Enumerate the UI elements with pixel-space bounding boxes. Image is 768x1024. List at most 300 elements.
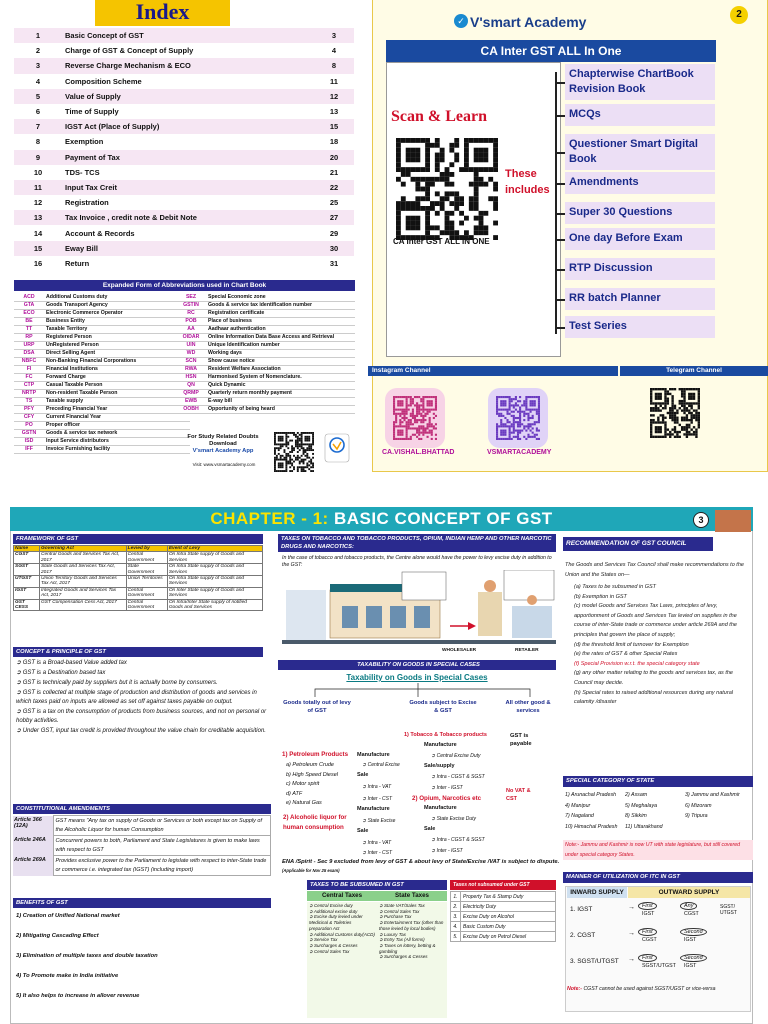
abbreviation-key: FI	[14, 366, 44, 374]
vsmart-app-logo-icon	[324, 433, 350, 463]
abbreviation-key: TT	[14, 326, 44, 334]
abbreviation-key: URP	[14, 342, 44, 350]
index-row[interactable]	[14, 150, 354, 165]
article-number: Article 269A	[13, 856, 53, 876]
itc-arrow: →	[628, 930, 635, 937]
tax-text: Entry Tax (All forms)	[384, 937, 425, 943]
gst-payable-label: GST is payable	[510, 733, 532, 747]
framework-row	[14, 552, 263, 564]
abbreviation-key: DSA	[14, 350, 44, 358]
abbreviation-meaning: Show cause notice	[206, 358, 355, 366]
index-row[interactable]	[14, 165, 354, 180]
abbreviation-table-left	[14, 294, 190, 454]
index-topic: Exemption	[65, 137, 104, 147]
includes-item[interactable]: Questioner Smart Digital Book	[565, 134, 715, 170]
framework-cell: On Intra State supply of Goods and Services	[167, 576, 262, 588]
chapter-number: CHAPTER - 1:	[210, 509, 329, 528]
framework-cell: On Intra/Inter State supply of notified Goods and Services	[167, 599, 262, 611]
concept-point	[16, 679, 270, 688]
framework-cell: IGST	[14, 587, 40, 599]
wholesaler-label: WHOLESALER	[442, 648, 477, 653]
other-goods-title: All other good & services	[505, 700, 551, 714]
opium-sale: Sale	[424, 826, 436, 832]
special-state: 7) Nagaland	[565, 813, 594, 819]
abbreviation-key: ACD	[14, 294, 44, 302]
index-page: 31	[329, 258, 339, 268]
framework-cell: Integrated Goods and Services Tax Act, 2017	[40, 587, 127, 599]
no-vat-cst-label: No VAT & CST	[506, 788, 531, 802]
index-row[interactable]	[14, 28, 354, 43]
index-number: 11	[34, 182, 42, 192]
abbreviation-row	[176, 374, 355, 382]
abbreviation-row	[14, 390, 190, 398]
alcohol-state-excise-text: State Excise	[367, 818, 396, 824]
abbreviation-key: BE	[14, 318, 44, 326]
not-subsumed-number: 1.	[451, 892, 461, 902]
not-subsumed-text: Basic Custom Duty	[461, 922, 556, 932]
abbreviation-meaning: Casual Taxable Person	[44, 382, 190, 390]
itc-second-label: Second	[680, 928, 707, 936]
itc-note	[567, 985, 749, 994]
tax-item	[309, 949, 375, 955]
benefit-item: 3) Elimination of multiple taxes and double taxation	[16, 953, 158, 959]
tax-item	[379, 954, 445, 960]
index-page: 13	[329, 107, 339, 117]
abbreviation-meaning: Registration certificate	[206, 310, 355, 318]
concept-text: GST is collected at multiple stage of production and distribution of goods and services in which taxes paid on inputs are allowed as set off against taxes payable on output.	[16, 690, 257, 705]
tax-text: Service Tax	[314, 937, 338, 943]
instagram-handle-2[interactable]: VSMARTACADEMY	[487, 449, 552, 456]
framework-cell: State Government	[126, 564, 167, 576]
council-item: (c) model Goods and Services Tax Laws, principles of levy, apportionment of Goods and Services Tax levied on supplies in the course of inter-State trade or commerce under article 269A and the principles that govern the place of supply;	[574, 603, 737, 638]
framework-row	[14, 564, 263, 576]
abbreviation-meaning: Non-resident Taxable Person	[44, 390, 190, 398]
benefit-item: 4) To Promote make in India initiative	[16, 973, 119, 979]
itc-arrow: →	[628, 904, 635, 911]
concept-text: GST is a Broad-based Value added tax	[22, 660, 127, 666]
index-row[interactable]	[14, 104, 354, 119]
tobacco-manufacture: Manufacture	[424, 742, 457, 748]
tobacco-intra: ➲ Intra - CGST & SGST	[431, 774, 485, 780]
abbreviation-key: RWA	[176, 366, 206, 374]
index-row[interactable]	[14, 134, 354, 149]
framework-row	[14, 587, 263, 599]
special-state-note-text: Note:- Jammu and Kashmir is now UT with state legislature, but still covered under special category States.	[565, 842, 741, 858]
special-state-note	[563, 840, 753, 860]
not-subsumed-number: 2.	[451, 902, 461, 912]
framework-column-header: Event of Levy	[167, 546, 262, 552]
index-topic: Eway Bill	[65, 243, 98, 253]
tax-text: Purchase Tax	[384, 914, 412, 920]
special-state: 8) Sikkim	[625, 813, 647, 819]
petro-manufacture: Manufacture	[357, 752, 390, 758]
abbreviation-meaning: UnRegistered Person	[44, 342, 190, 350]
includes-tick	[555, 269, 565, 271]
index-row[interactable]	[14, 58, 354, 73]
index-topic: Composition Scheme	[65, 76, 142, 86]
includes-item[interactable]: RTP Discussion	[565, 258, 715, 280]
study-doubts-text	[178, 434, 268, 455]
index-topic: IGST Act (Place of Supply)	[65, 122, 160, 132]
abbreviation-key: AA	[176, 326, 206, 334]
constitutional-row	[13, 816, 271, 836]
itc-arrow: →	[628, 956, 635, 963]
abbreviation-row	[176, 318, 355, 326]
index-topic: Account & Records	[65, 228, 135, 238]
arrow-icon: ➲	[309, 903, 315, 908]
index-page: 30	[329, 243, 339, 253]
index-number: 7	[35, 122, 41, 132]
abbreviation-heading: Expanded Form of Abbreviations used in Chart Book	[14, 280, 355, 291]
abbreviation-key: PO	[14, 422, 44, 430]
alcohol-intra-vat: ➲ Intra - VAT	[362, 840, 392, 846]
arrow-icon: ➲	[16, 690, 23, 697]
framework-cell: On Intra State supply of Goods and Services	[167, 564, 262, 576]
abbreviation-row	[14, 302, 190, 310]
visit-website-text[interactable]: Visit: www.vsmartacademy.com	[192, 462, 256, 467]
vsmart-logo-text: V'smart Academy	[470, 14, 587, 30]
state-taxes-heading: State Taxes	[377, 891, 447, 901]
index-topic: Value of Supply	[65, 91, 121, 101]
not-subsumed-number: 4.	[451, 922, 461, 932]
excise-gst-title: Goods subject to Excise & GST	[409, 700, 477, 714]
includes-item[interactable]: MCQs	[565, 104, 715, 126]
these-includes-label	[505, 166, 550, 198]
page-number-badge: 2	[730, 6, 748, 24]
index-number: 16	[33, 258, 43, 268]
abbreviation-meaning: Direct Selling Agent	[44, 350, 190, 358]
includes-tick	[555, 152, 565, 154]
concept-point	[16, 689, 270, 706]
itc-second-label: Any	[680, 902, 697, 910]
abbreviation-row	[176, 366, 355, 374]
not-subsumed-text: Property Tax & Stamp Duty	[461, 892, 556, 902]
index-row[interactable]	[14, 119, 354, 134]
index-topic: Input Tax Creit	[65, 182, 117, 192]
abbreviation-key: IFF	[14, 446, 44, 454]
itc-third-target: SGST/ UTGST	[720, 904, 737, 916]
index-page: 11	[330, 76, 338, 86]
tobacco-central-excise: ➲ Central Excise Duty	[431, 753, 481, 759]
includes-item[interactable]: Test Series	[565, 316, 715, 338]
special-cases-connector	[280, 683, 556, 703]
includes-tick	[555, 183, 565, 185]
abbreviation-row	[14, 358, 190, 366]
abbreviation-row	[176, 334, 355, 342]
these-word: These	[505, 168, 537, 180]
abbreviation-row	[176, 390, 355, 398]
framework-cell: Central Government	[126, 552, 167, 564]
abbreviation-row	[176, 342, 355, 350]
study-line-1: For Study Related Doubts	[187, 434, 259, 440]
framework-cell: Central Goods and Services Tax Act, 2017	[40, 552, 127, 564]
abbreviation-key: POB	[176, 318, 206, 326]
alcohol-heading: 2) Alcoholic liquor for human consumption	[283, 814, 347, 831]
abbreviation-key: GSTIN	[176, 302, 206, 310]
article-text: Provides exclusive power to the Parliament to legislate with respect to inter-State trade or commerce i.e. integrated tax (IGST) (including import)	[53, 856, 271, 876]
arrow-icon: ➲	[379, 931, 385, 937]
abbreviation-row	[14, 438, 190, 446]
instagram-handle-1[interactable]: CA.VISHAL.BHATTAD	[382, 449, 455, 456]
petro-intra-vat-text: Intra - VAT	[367, 784, 392, 790]
includes-tick	[555, 82, 565, 84]
abbreviation-key: OIDAR	[176, 334, 206, 342]
not-subsumed-row	[451, 932, 556, 942]
app-qr-code[interactable]	[274, 432, 318, 472]
framework-column-header: Governing Act	[40, 546, 127, 552]
index-page: 15	[329, 122, 339, 132]
framework-cell: GST Compensation Cess Act, 2017	[40, 599, 127, 611]
abbreviation-meaning: Quick Dynamic	[206, 382, 355, 390]
concept-text: Under GST, input tax credit is provided throughout the value chain for creditable acquisition.	[22, 727, 266, 734]
vsmart-logo-icon: ✓	[454, 14, 468, 28]
framework-heading: FRAMEWORK OF GST	[13, 534, 263, 544]
abbreviation-key: SEZ	[176, 294, 206, 302]
tax-item	[379, 920, 445, 931]
abbreviation-meaning: Non-Banking Financial Corporations	[44, 358, 190, 366]
not-subsumed-number: 3.	[451, 912, 461, 922]
itc-first-label: First	[638, 928, 657, 936]
index-title: Index	[95, 0, 230, 26]
council-item: (f) Special Provision w.r.t. the special category state	[574, 660, 700, 667]
abbreviation-meaning: Taxable Territory	[44, 326, 190, 334]
not-subsumed-text: Electricity Duty	[461, 902, 556, 912]
framework-cell: State Goods and Services Tax Act, 2017	[40, 564, 127, 576]
index-page: 4	[331, 46, 337, 56]
itc-note-text: CGST cannot be used against SGST/UGST or vice-versa	[583, 986, 716, 992]
abbreviation-row	[14, 382, 190, 390]
ena-text: ENA /Spirit - Sec 9 excluded from levy of GST & about levy of State/Excise /VAT is subject to dispute.	[282, 859, 560, 865]
tobacco-sale-supply: Sale/supply	[424, 763, 455, 769]
abbreviation-meaning: Preceding Financial Year	[44, 406, 190, 414]
petro-intra-vat: ➲ Intra - VAT	[362, 784, 392, 790]
includes-item[interactable]: Chapterwise ChartBook Revision Book	[565, 64, 715, 100]
abbreviation-meaning: Opportunity of being heard	[206, 406, 355, 414]
council-item: (b) Exemption in GST	[574, 593, 627, 600]
index-table	[14, 28, 354, 271]
arrow-icon: ➲	[16, 670, 23, 677]
tax-text: Surcharges & Cesses	[314, 942, 358, 948]
study-line-3: V'smart Academy App	[192, 448, 254, 454]
not-subsumed-heading: Taxes not subsumed under GST	[450, 880, 556, 890]
concept-point	[16, 669, 270, 678]
itc-first-label: First	[638, 954, 657, 962]
abbreviation-row	[176, 406, 355, 414]
ena-spirit-note	[282, 858, 560, 875]
council-item: (d) the threshold limit of turnover for Exemption	[574, 641, 689, 648]
abbreviation-row	[14, 318, 190, 326]
abbreviation-key: TS	[14, 398, 44, 406]
tax-text: Additional excise duty	[313, 908, 358, 914]
itc-first-target: CGST	[642, 937, 657, 943]
itc-heading: MANNER OF UTILIZATION OF ITC IN GST	[563, 872, 753, 883]
abbreviation-meaning: Electronic Commerce Operator	[44, 310, 190, 318]
index-page: 27	[329, 213, 339, 223]
tax-text: Luxury Tax	[384, 931, 406, 937]
special-state: 6) Mizoram	[685, 802, 712, 809]
tobacco-supply-illustration	[282, 570, 556, 648]
arrow-icon: ➲	[309, 937, 315, 943]
abbreviation-key: QRMP	[176, 390, 206, 398]
petroleum-item: e) Natural Gas	[286, 800, 322, 807]
opium-intra-text: Intra - CGST & SGST	[436, 837, 485, 843]
abbreviation-meaning: Goods & service tax network	[44, 430, 190, 438]
index-topic: Reverse Charge Mechanism & ECO	[65, 61, 191, 71]
index-page: 20	[329, 152, 339, 162]
framework-cell: On Intra State supply of Goods and Services	[167, 552, 262, 564]
abbreviation-row	[176, 382, 355, 390]
abbreviation-meaning: Additional Customs duty	[44, 294, 190, 302]
index-number: 5	[35, 91, 41, 101]
opium-manufacture: Manufacture	[424, 805, 457, 811]
abbreviation-meaning: Taxable supply	[44, 398, 190, 406]
special-state: 5) Meghalaya	[625, 802, 658, 809]
framework-cell: CGST	[14, 552, 40, 564]
telegram-qr-code[interactable]	[650, 388, 700, 440]
petro-sale: Sale	[357, 772, 369, 778]
arrow-icon: ➲	[16, 708, 23, 715]
concept-point	[16, 727, 270, 736]
special-state: 11) Uttarakhand	[625, 823, 663, 830]
not-subsumed-row	[451, 892, 556, 902]
constitutional-heading: CONSTITUTIONAL AMENDMENTS	[13, 804, 271, 814]
opium-intra: ➲ Intra - CGST & SGST	[431, 837, 485, 843]
tax-item	[379, 943, 445, 954]
petro-inter-cst-text: Inter - CST	[367, 796, 393, 802]
special-state: 9) Tripura	[685, 813, 708, 819]
constitutional-row	[13, 856, 271, 876]
abbreviation-key: EWB	[176, 398, 206, 406]
out-of-levy-title: Goods totally out of levy of GST	[283, 700, 351, 714]
framework-row	[14, 576, 263, 588]
abbreviation-meaning: Goods & service tax identification number	[206, 302, 355, 310]
tobacco-text: In the case of tobacco and tobacco products, the Centre alone would have the power to levy excise duty in addition to the GST:	[282, 555, 552, 568]
not-subsumed-row	[451, 912, 556, 922]
index-number: 14	[33, 228, 43, 238]
index-row[interactable]	[14, 180, 354, 195]
abbreviation-key: ECO	[14, 310, 44, 318]
abbreviation-key: PFY	[14, 406, 44, 414]
opium-state-excise: ➲ State Excise Duty	[431, 816, 477, 822]
index-row[interactable]	[14, 256, 354, 271]
index-page: 25	[329, 198, 339, 208]
abbreviation-row	[176, 326, 355, 334]
abbreviation-meaning: E-way bill	[206, 398, 355, 406]
instagram-qr-1[interactable]	[385, 388, 445, 448]
not-subsumed-text: Excise Duty on Petrol Diesel	[461, 932, 556, 942]
tobacco-item: 1) Tobacco & Tobacco products	[404, 732, 487, 738]
abbreviation-row	[14, 310, 190, 318]
abbreviation-key: WD	[176, 350, 206, 358]
framework-cell: Central Government	[126, 587, 167, 599]
includes-item[interactable]: Super 30 Questions	[565, 202, 715, 224]
includes-item[interactable]: One day Before Exam	[565, 228, 715, 250]
abbreviation-meaning: Unique Identification number	[206, 342, 355, 350]
telegram-channel-heading: Telegram Channel	[620, 366, 768, 376]
abbreviation-meaning: Online Information Data Base Access and Retrieval	[206, 334, 355, 342]
special-state-heading: SPECIAL CATEGORY OF STATE	[563, 776, 753, 787]
abbreviation-row	[176, 310, 355, 318]
abbreviation-row	[176, 302, 355, 310]
course-banner: CA Inter GST ALL In One	[386, 40, 716, 62]
abbreviation-meaning: Goods Transport Agency	[44, 302, 190, 310]
arrow-icon: ➲	[16, 727, 23, 734]
itc-note-key: Note:-	[567, 986, 582, 992]
index-topic: Tax Invoice , credit note & Debit Note	[65, 213, 197, 223]
arrow-icon: ➲	[379, 954, 385, 960]
abbreviation-row	[14, 350, 190, 358]
article-number: Article 366 (12A)	[13, 816, 53, 836]
article-text: Concurrent powers to both, Parliament and State Legislatures is given to make laws with respect to GST	[53, 836, 271, 856]
chapter-name: BASIC CONCEPT OF GST	[328, 509, 553, 528]
tax-text: Excise duty levied under Medicinal & Toiletries preparation Act	[309, 914, 363, 931]
abbreviation-table-right	[176, 294, 355, 414]
index-row[interactable]	[14, 225, 354, 240]
index-number: 6	[35, 107, 41, 117]
index-number: 15	[33, 243, 43, 253]
instagram-channel-heading: Instagram Channel	[368, 366, 618, 376]
benefit-item: 1) Creation of Unified National market	[16, 913, 120, 919]
index-page: 18	[329, 137, 339, 147]
index-number: 10	[33, 167, 43, 177]
abbreviation-meaning: Proper officer	[44, 422, 190, 430]
includes-item[interactable]: RR batch Planner	[565, 288, 715, 310]
index-number: 1	[35, 31, 41, 41]
abbreviation-row	[14, 398, 190, 406]
abbreviation-row	[14, 334, 190, 342]
includes-item[interactable]: Amendments	[565, 172, 715, 194]
special-cases-heading: TAXABILITY ON GOODS IN SPECIAL CASES	[278, 660, 556, 670]
main-qr-code[interactable]	[396, 138, 498, 240]
index-row[interactable]	[14, 241, 354, 256]
abbreviation-meaning: Place of business	[206, 318, 355, 326]
includes-word: includes	[505, 184, 550, 196]
alcohol-state-excise: ➲ State Excise	[362, 818, 396, 824]
index-row[interactable]	[14, 74, 354, 89]
abbreviation-row	[14, 326, 190, 334]
benefits-list	[16, 910, 271, 1010]
index-row[interactable]	[14, 89, 354, 104]
index-row[interactable]	[14, 43, 354, 58]
abbreviation-key: HSN	[176, 374, 206, 382]
abbreviation-key: SCN	[176, 358, 206, 366]
index-number: 2	[35, 46, 41, 56]
abbreviation-key: RP	[14, 334, 44, 342]
index-topic: Charge of GST & Concept of Supply	[65, 46, 194, 56]
abbreviation-meaning: Invoice Furnishing facility	[44, 446, 190, 454]
arrow-icon: ➲	[309, 942, 315, 948]
special-cases-title: Taxability on Goods in Special Cases	[346, 673, 488, 682]
instagram-qr-2[interactable]	[488, 388, 548, 448]
petroleum-list	[286, 761, 338, 809]
index-row[interactable]	[14, 210, 354, 225]
abbreviation-key: GSTN	[14, 430, 44, 438]
arrow-icon: ➲	[309, 908, 314, 914]
abbreviation-key: ISD	[14, 438, 44, 446]
concept-text: GST is a tax on the consumption of products from business sources, and not on personal or hobby activities.	[16, 708, 267, 724]
ena-exam-note: (Applicable for Nov 25 exam)	[282, 867, 340, 873]
arrow-icon: ➲	[16, 660, 23, 666]
chapter-page-badge: 3	[693, 512, 709, 528]
concept-text: GST is technically paid by suppliers but it is actually borne by consumers.	[22, 680, 218, 687]
includes-tick	[555, 327, 565, 329]
arrow-icon: ➲	[379, 903, 385, 908]
petroleum-item: b) High Speed Diesel	[286, 771, 338, 778]
includes-bracket	[555, 72, 557, 334]
index-page: 12	[329, 91, 339, 101]
index-row[interactable]	[14, 195, 354, 210]
article-text: GST means "Any tax on supply of Goods or Services or both except tax on Supply of the Alcoholic Liquor for human Consumption	[53, 816, 271, 836]
